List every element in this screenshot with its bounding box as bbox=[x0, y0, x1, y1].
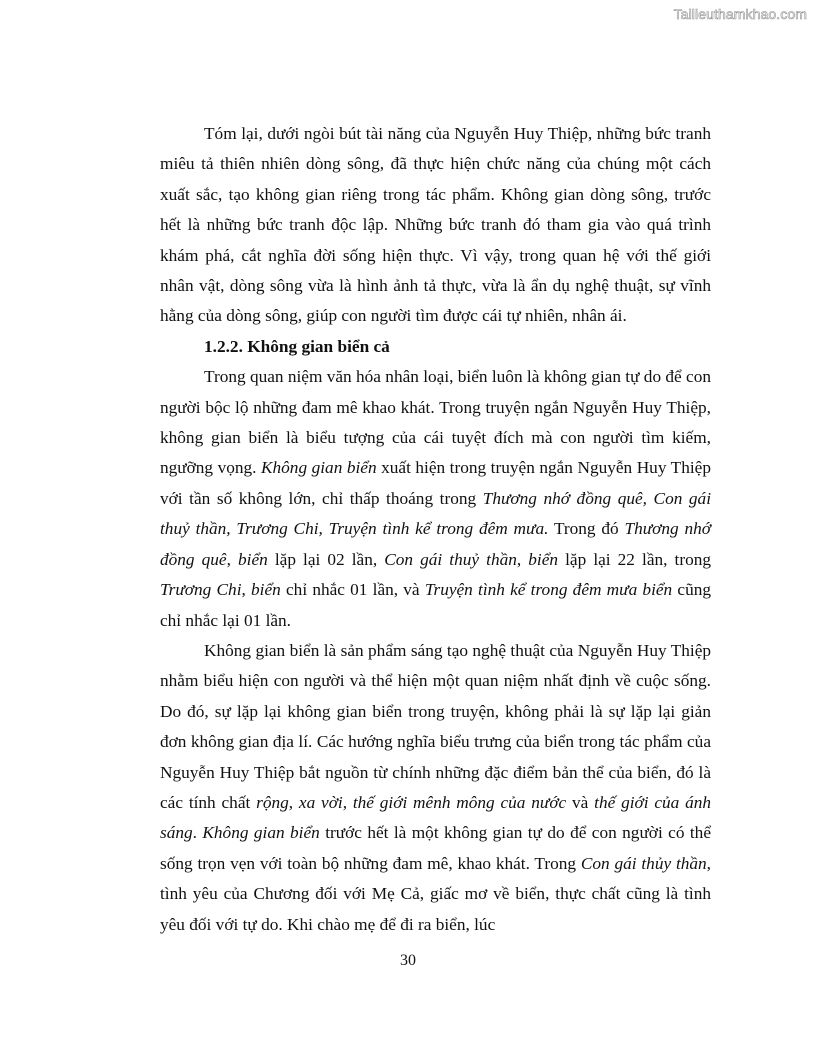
text-run: Không gian biển là sản phẩm sáng tạo nghệ thuật của Nguyễn Huy Thiệp nhằm biểu hiện con người và thể hiện một quan niệm nhất định về cuộc sống. Do đó, sự lặp lại không gian biển trong truyện, không phải là sự lặp lại giản đơn không gian địa lí. Các hướng nghĩa biểu trưng của biển trong tác phẩm của Nguyễn Huy Thiệp bắt nguồn từ chính những đặc điểm bản thể của biển, đó là các tính chất bbox=[160, 640, 711, 812]
italic-text-run: Thương nhớ đồng quê bbox=[160, 519, 711, 569]
text-run: trước hết là một không gian tự do để con người có thể sống trọn vẹn với toàn bộ những đam mê, khao khát. Trong bbox=[160, 823, 711, 873]
italic-text-run: Con gái thủy thần bbox=[580, 853, 707, 873]
italic-text-run: thế giới của ánh sáng bbox=[160, 792, 712, 843]
italic-text-run: thế giới mênh mông của nước bbox=[352, 792, 567, 812]
text-run: , bbox=[288, 792, 299, 812]
document-body bbox=[160, 119, 711, 940]
text-run: , bbox=[226, 549, 238, 569]
text-run: , bbox=[516, 549, 529, 569]
italic-text-run: Truyện tình kể trong đêm mưa biển bbox=[424, 580, 673, 600]
italic-text-run: Không gian biển bbox=[202, 823, 320, 843]
text-run: và bbox=[566, 792, 595, 812]
italic-text-run: Con gái thuỷ thần bbox=[384, 549, 517, 569]
text-run: chỉ nhắc 01 lần, và bbox=[280, 580, 425, 600]
italic-text-run: biển bbox=[238, 549, 268, 569]
italic-text-run: biển bbox=[528, 549, 559, 569]
text-run: , tình yêu của Chương đối với Mẹ Cả, giấc mơ về biển, thực chất cũng là tình yêu đối với tự do. Khi chào mẹ để đi ra biển, lúc bbox=[160, 853, 711, 934]
italic-text-run: biển bbox=[251, 580, 281, 600]
italic-text-run: Không gian biển bbox=[261, 458, 377, 478]
watermark-text: Tailieuthamkhao.com bbox=[673, 6, 807, 22]
text-run: lặp lại 22 lần, trong bbox=[558, 549, 712, 569]
text-run: cũng chỉ nhắc lại 01 lần. bbox=[160, 580, 712, 630]
page-number: 30 bbox=[400, 952, 416, 969]
text-run: xuất hiện trong truyện ngắn Nguyễn Huy Thiệp với tần số không lớn, chỉ thấp thoáng trong bbox=[160, 458, 711, 508]
italic-text-run: xa vời bbox=[298, 792, 343, 812]
italic-text-run: Thương nhớ đồng quê, Con gái thuỷ thần, Trương Chi, Truyện tình kể trong đêm mưa. bbox=[160, 488, 712, 539]
paragraph-summary bbox=[160, 119, 711, 332]
text-run: Trong đó bbox=[548, 519, 625, 539]
paragraph-sea-intro bbox=[160, 362, 711, 636]
section-heading: 1.2.2. Không gian biển cả bbox=[204, 336, 390, 356]
text-run: lặp lại 02 lần, bbox=[267, 549, 385, 569]
text-run: Trong quan niệm văn hóa nhân loại, biển luôn là không gian tự do để con người bộc lộ những đam mê khao khát. Trong truyện ngắn Nguyễn Huy Thiệp, không gian biển là biểu tượng của cái tuyệt đích mà con người tìm kiếm, ngưỡng vọng. bbox=[160, 367, 711, 478]
text-run: , bbox=[342, 792, 353, 812]
paragraph-sea-analysis bbox=[160, 636, 711, 940]
text-run: Tóm lại, dưới ngòi bút tài năng của Nguyễn Huy Thiệp, những bức tranh miêu tả thiên nhiên dòng sông, đã thực hiện chức năng của chúng một cách xuất sắc, tạo không gian riêng trong tác phẩm. Không gian dòng sông, trước hết là những bức tranh độc lập. Những bức tranh đó tham gia vào quá trình khám phá, cắt nghĩa đời sống hiện thực. Vì vậy, trong quan hệ với thế giới nhân vật, dòng sông vừa là hình ảnh tả thực, vừa là ẩn dụ nghệ thuật, sự vĩnh hằng của dòng sông, giúp con người tìm được cái tự nhiên, nhân ái. bbox=[160, 124, 711, 326]
italic-text-run: rộng bbox=[256, 792, 289, 812]
text-run: , bbox=[241, 580, 252, 600]
text-run: . bbox=[192, 823, 203, 843]
italic-text-run: Trương Chi bbox=[160, 580, 242, 600]
